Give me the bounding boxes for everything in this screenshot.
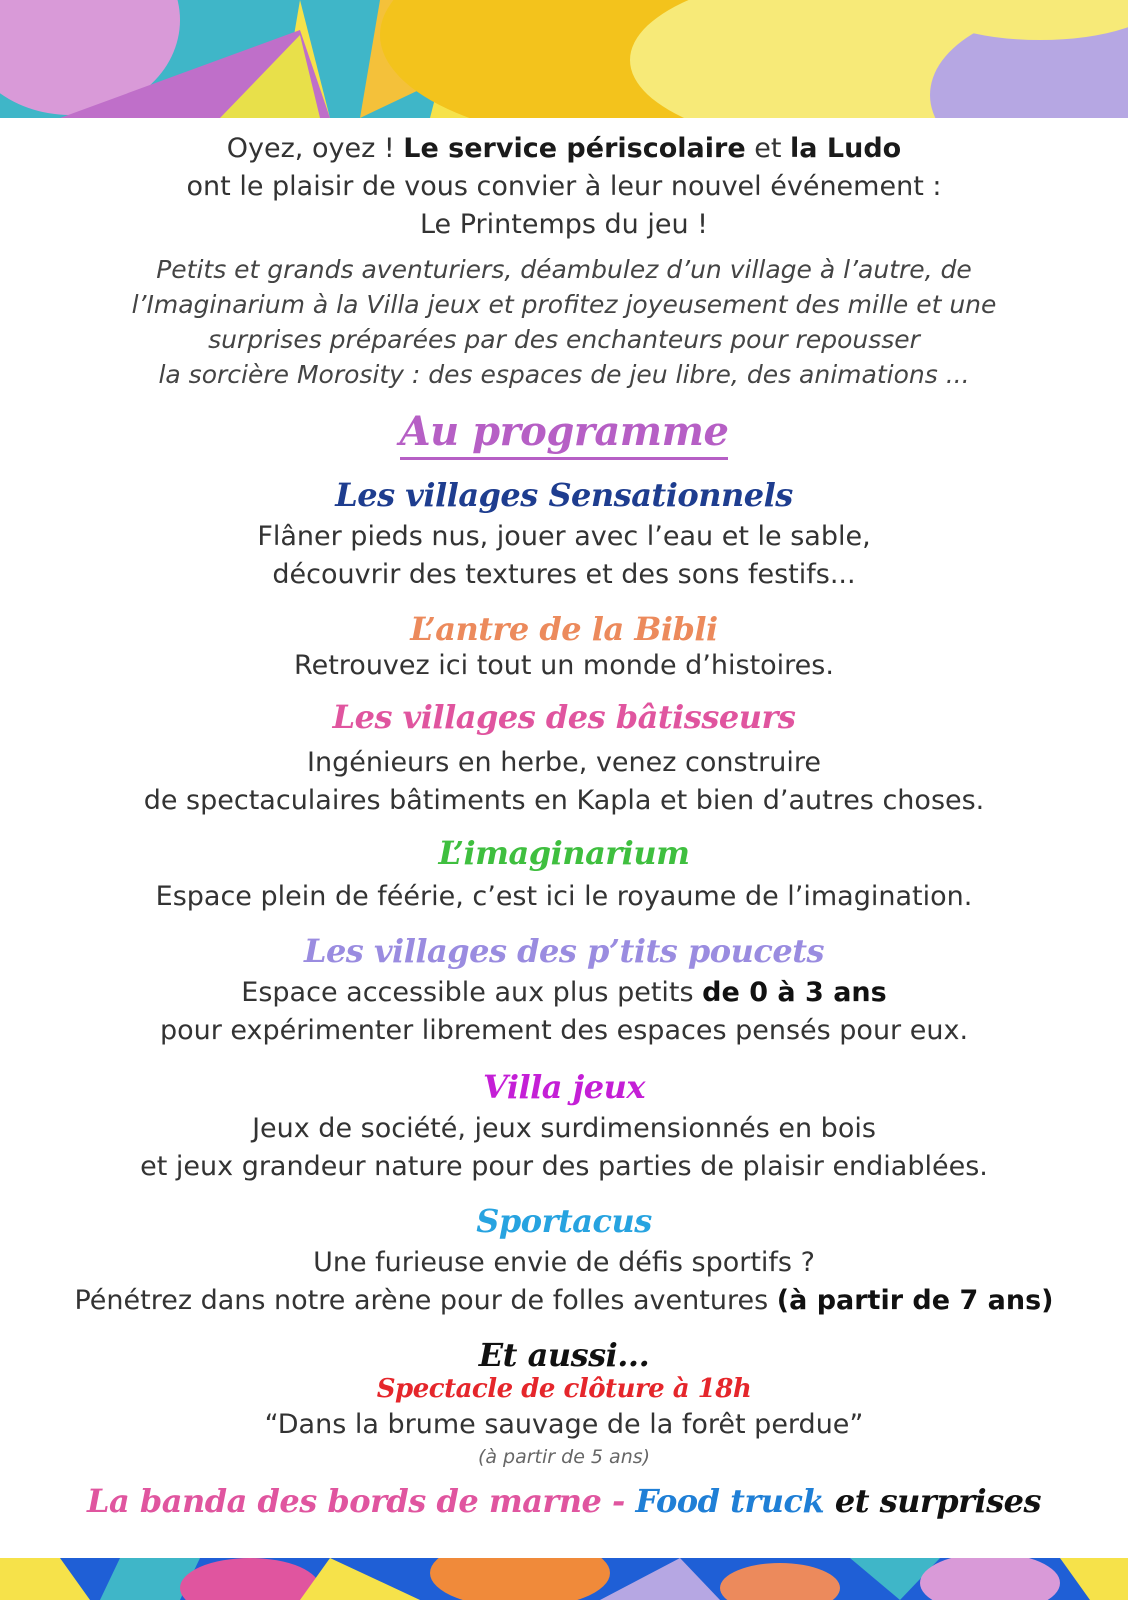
age-0-3: de 0 à 3 ans xyxy=(702,977,887,1008)
lead-paragraph xyxy=(60,252,1068,392)
lead-line-3: surprises préparées par des enchanteurs pour repousser xyxy=(208,325,920,354)
spectacle-cloture: Spectacle de clôture à 18h xyxy=(376,1374,752,1404)
colorful-shapes-top xyxy=(0,0,1128,118)
lead-line-2: l’Imaginarium à la Villa jeux et profitez joyeusement des mille et une xyxy=(131,290,997,319)
intro-line-3: Le Printemps du jeu ! xyxy=(419,209,709,240)
title-poucets: Les villages des p’tits poucets xyxy=(303,932,825,970)
title-sensationnels: Les villages Sensationnels xyxy=(335,476,793,514)
food-truck: Food truck xyxy=(635,1482,825,1520)
intro-line-1: Oyez, oyez ! Le service périscolaire et la Ludo xyxy=(226,133,902,164)
text-bibli: Retrouvez ici tout un monde d’histoires. xyxy=(294,650,834,681)
text-sportacus: Une furieuse envie de défis sportifs ? Pénétrez dans notre arène pour de folles aventures (à partir de 7 ans) xyxy=(74,1247,1054,1316)
title-imaginarium: L’imaginarium xyxy=(438,834,690,872)
lead-line-4: la sorcière Morosity : des espaces de jeu libre, des animations ... xyxy=(158,360,970,389)
text-villa-jeux: Jeux de société, jeux surdimensionnés en bois et jeux grandeur nature pour des parties de plaisir endiablées. xyxy=(140,1113,988,1182)
show-age: (à partir de 5 ans) xyxy=(477,1446,651,1468)
lead-line-1: Petits et grands aventuriers, déambulez d’un village à l’autre, de xyxy=(156,255,972,284)
surprises: et surprises xyxy=(824,1482,1042,1520)
banda: La banda des bords de marne xyxy=(86,1482,602,1520)
title-sportacus: Sportacus xyxy=(476,1202,652,1240)
intro-line-2: ont le plaisir de vous convier à leur nouvel événement : xyxy=(186,171,942,202)
text-sensationnels: Flâner pieds nus, jouer avec l’eau et le sable, découvrir des textures et des sons festifs... xyxy=(257,521,871,590)
service-periscolaire: Le service périscolaire xyxy=(403,133,746,164)
flyer-content xyxy=(0,118,1128,1558)
colorful-shapes-bottom xyxy=(0,1558,1128,1600)
bottom-decorative-banner xyxy=(0,1558,1128,1600)
title-bibli: L’antre de la Bibli xyxy=(410,610,718,648)
la-ludo: la Ludo xyxy=(790,133,902,164)
text-poucets: Espace accessible aux plus petits de 0 à 3 ans pour expérimenter librement des espaces pensés pour eux. xyxy=(159,977,969,1046)
text-imaginarium: Espace plein de féérie, c’est ici le royaume de l’imagination. xyxy=(155,881,973,912)
title-et-aussi: Et aussi... xyxy=(478,1336,650,1374)
intro-block xyxy=(20,130,1108,244)
footer-line: La banda des bords de marne - Food truck et surprises xyxy=(86,1482,1042,1520)
text-batisseurs: Ingénieurs en herbe, venez construire de spectaculaires bâtiments en Kapla et bien d’autres choses. xyxy=(143,747,985,816)
programme-title: Au programme xyxy=(0,408,1128,455)
title-villa-jeux: Villa jeux xyxy=(483,1068,645,1106)
title-batisseurs: Les villages des bâtisseurs xyxy=(332,698,796,736)
show-title: “Dans la brume sauvage de la forêt perdue” xyxy=(264,1409,864,1440)
top-decorative-banner xyxy=(0,0,1128,118)
age-7-plus: (à partir de 7 ans) xyxy=(776,1285,1054,1316)
